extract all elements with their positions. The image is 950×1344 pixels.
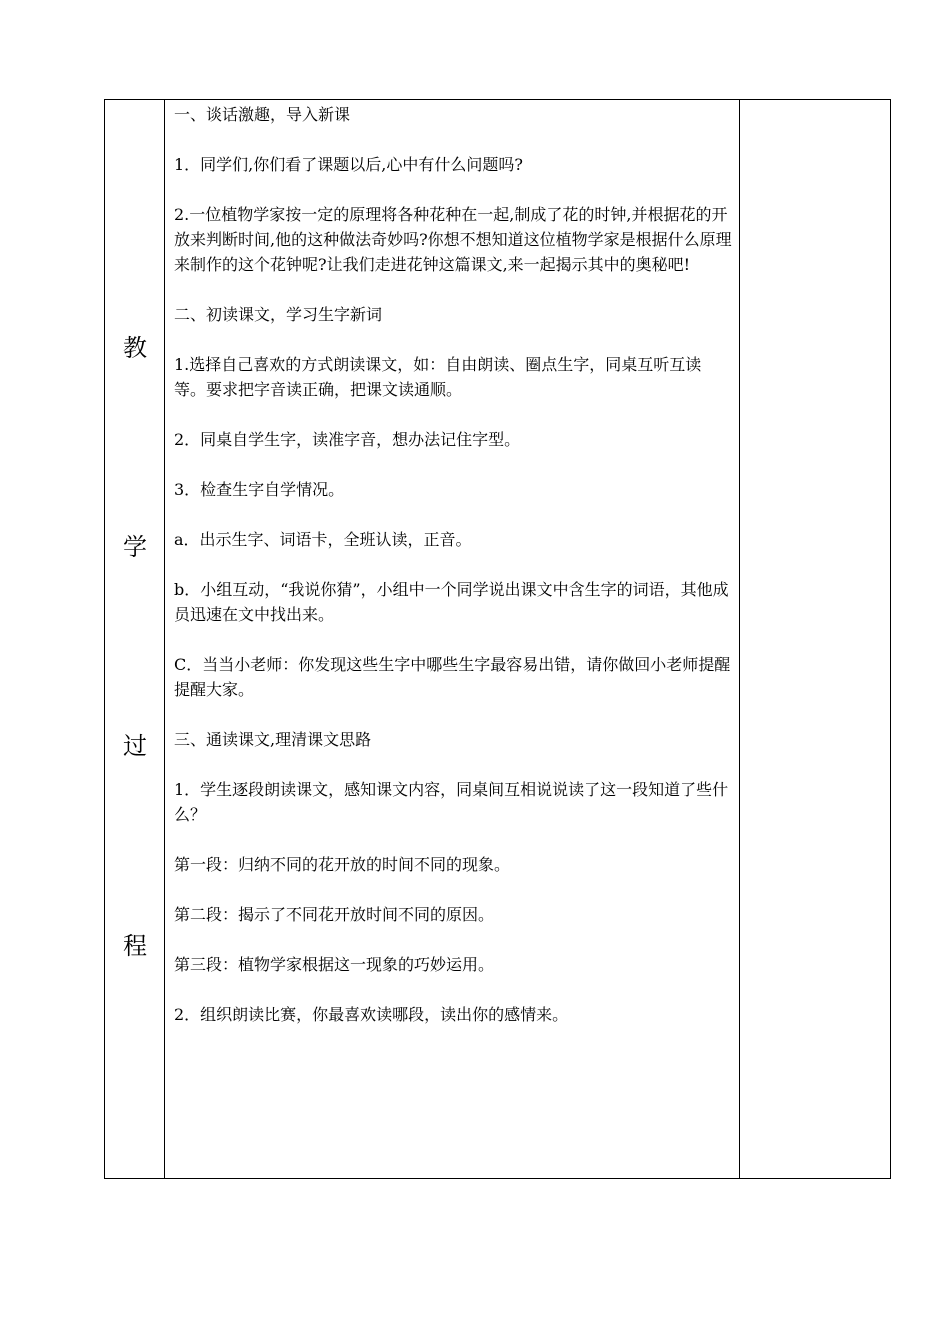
paragraph: 3．检查生字自学情况。	[174, 480, 345, 499]
paragraph: 第二段：揭示了不同花开放时间不同的原因。	[174, 905, 495, 924]
heading-part-one: 一、谈话激趣，导入新课	[174, 105, 351, 124]
lesson-plan-table	[104, 99, 891, 1179]
paragraph: 第三段：植物学家根据这一现象的巧妙运用。	[174, 955, 495, 974]
heading-part-two: 二、初读课文，学习生字新词	[174, 305, 383, 324]
paragraph: C．当当小老师：你发现这些生字中哪些生字最容易出错，请你做回小老师提醒提醒大家。	[174, 655, 731, 699]
paragraph: 1．同学们,你们看了课题以后,心中有什么问题吗?	[174, 155, 523, 174]
paragraph: 2.一位植物学家按一定的原理将各种花种在一起,制成了花的时钟,并根据花的开放来判断时间,他的这种做法奇妙吗?你想不想知道这位植物学家是根据什么原理来制作的这个花钟呢?让我们走进花钟这篇课文,来一起揭示其中的奥秘吧!	[174, 205, 732, 274]
heading-part-three: 三、通读课文,理清课文思路	[174, 730, 372, 749]
paragraph: 2．同桌自学生字，读准字音，想办法记住字型。	[174, 430, 521, 449]
paragraph: a．出示生字、词语卡，全班认读，正音。	[174, 530, 472, 549]
section-label-char: 教	[123, 334, 147, 362]
paragraph: 2．组织朗读比赛，你最喜欢读哪段，读出你的感情来。	[174, 1005, 569, 1024]
paragraph: 第一段：归纳不同的花开放的时间不同的现象。	[174, 855, 511, 874]
paragraph: 1．学生逐段朗读课文，感知课文内容，同桌间互相说说读了这一段知道了些什么？	[174, 780, 729, 824]
section-label-char: 学	[123, 533, 147, 561]
paragraph: 1.选择自己喜欢的方式朗读课文，如：自由朗读、圈点生字，同桌互听互读等。要求把字音读正确，把课文读通顺。	[174, 355, 702, 399]
teaching-process-content	[165, 100, 740, 1178]
section-label-column	[105, 100, 165, 1178]
section-label-char: 程	[123, 932, 147, 960]
section-label-char: 过	[123, 732, 147, 760]
notes-column	[740, 100, 890, 1178]
paragraph: b．小组互动，“我说你猜”，小组中一个同学说出课文中含生字的词语，其他成员迅速在文中找出来。	[174, 580, 729, 624]
